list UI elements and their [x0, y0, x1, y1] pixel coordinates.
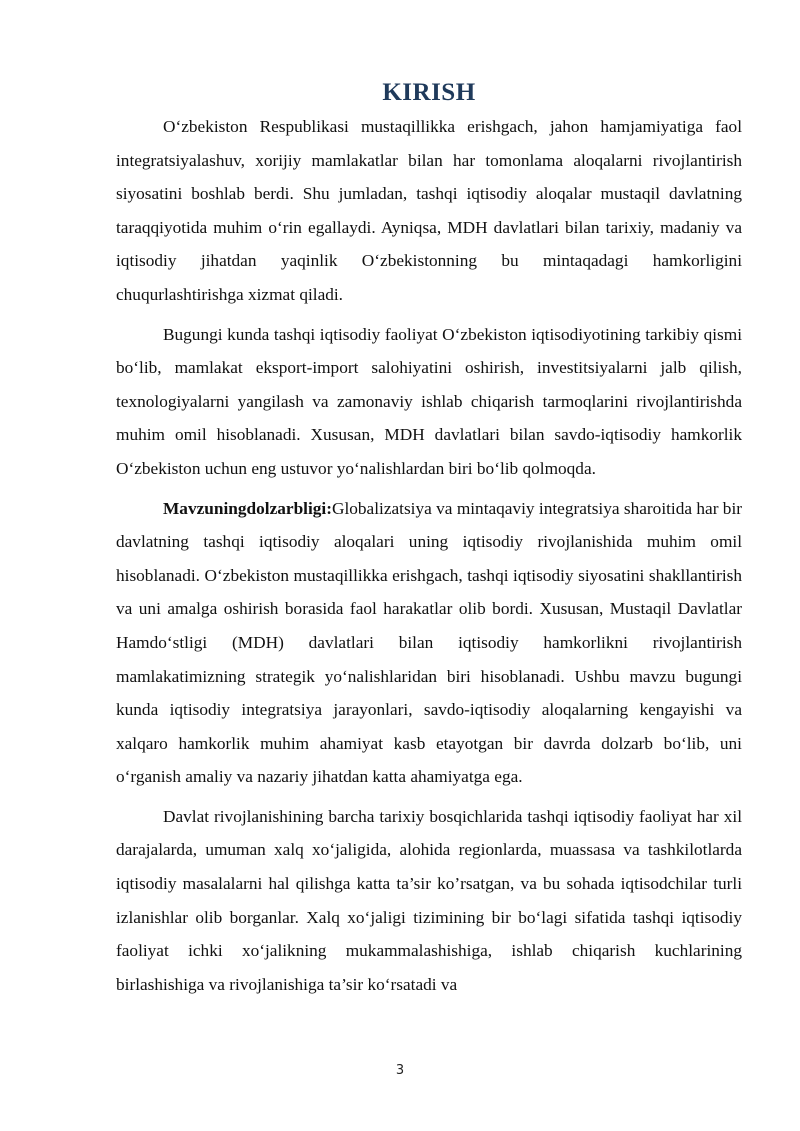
paragraph-text: O‘zbekiston Respublikasi mustaqillikka erishgach, jahon hamjamiyatiga faol integratsiyalashuv, xorijiy mamlakatlar bilan har tomonlama aloqalarni rivojlantirish siyosatini boshlab berdi. Shu jumladan, tashqi iqtisodiy aloqalar mustaqil davlatning taraqqiyotida muhim o‘rin egallaydi. Ayniqsa, MDH davlatlari bilan tarixiy, madaniy va iqtisodiy jihatdan yaqinlik O‘zbekistonning bu mintaqadagi hamkorligini chuqurlashtirishga xizmat qiladi.	[116, 117, 742, 304]
paragraph-text: Davlat rivojlanishining barcha tarixiy bosqichlarida tashqi iqtisodiy faoliyat har xil darajalarda, umuman xalq xo‘jaligida, alohida regionlarda, muassasa va tashkilotlarda iqtisodiy masalalarni hal qilishga katta ta’sir ko’rsatgan, va bu sohada iqtisodchilar turli izlanishlar olib borganlar. Xalq xo‘jaligi tizimining bir bo‘lagi sifatida tashqi iqtisodiy faoliyat ichki xo‘jalikning mukammalashishiga, ishlab chiqarish kuchlarining birlashishiga va rivojlanishiga ta’sir ko‘rsatadi va	[116, 806, 742, 994]
paragraph-lead-bold: Mavzuningdolzarbligi:	[163, 498, 332, 518]
paragraph-2	[116, 318, 742, 486]
paragraph-4	[116, 800, 742, 1002]
paragraph-text: Globalizatsiya va mintaqaviy integratsiya sharoitida har bir davlatning tashqi iqtisodiy aloqalari uning iqtisodiy rivojlanishida muhim omil hisoblanadi. O‘zbekiston mustaqillikka erishgach, tashqi iqtisodiy siyosatini shakllantirish va uni amalga oshirish borasida faol harakatlar olib bordi. Xususan, Mustaqil Davlatlar Hamdo‘stligi (MDH) davlatlari bilan iqtisodiy hamkorlikni rivojlantirish mamlakatimizning strategik yo‘nalishlaridan biri hisoblanadi. Ushbu mavzu bugungi kunda iqtisodiy integratsiya jarayonlari, savdo-iqtisodiy aloqalarning kengayishi va xalqaro hamkorlik muhim ahamiyat kasb etayotgan bir davrda dolzarb bo‘lib, uni o‘rganish amaliy va nazariy jihatdan katta ahamiyatga ega.	[116, 498, 742, 787]
section-title: KIRISH	[382, 79, 476, 106]
paragraph-text: Bugungi kunda tashqi iqtisodiy faoliyat O‘zbekiston iqtisodiyotining tarkibiy qismi bo‘lib, mamlakat eksport-import salohiyatini oshirish, investitsiyalarni jalb qilish, texnologiyalarni yangilash va zamonaviy ishlab chiqarish tarmoqlarini rivojlantirishda muhim omil hisoblanadi. Xususan, MDH davlatlari bilan savdo-iqtisodiy hamkorlik O‘zbekiston uchun eng ustuvor yo‘nalishlardan biri bo‘lib qolmoqda.	[116, 324, 742, 478]
paragraph-3	[116, 492, 742, 794]
page-number: 3	[395, 1063, 405, 1078]
paragraph-1	[116, 110, 742, 312]
document-page	[116, 74, 742, 1007]
